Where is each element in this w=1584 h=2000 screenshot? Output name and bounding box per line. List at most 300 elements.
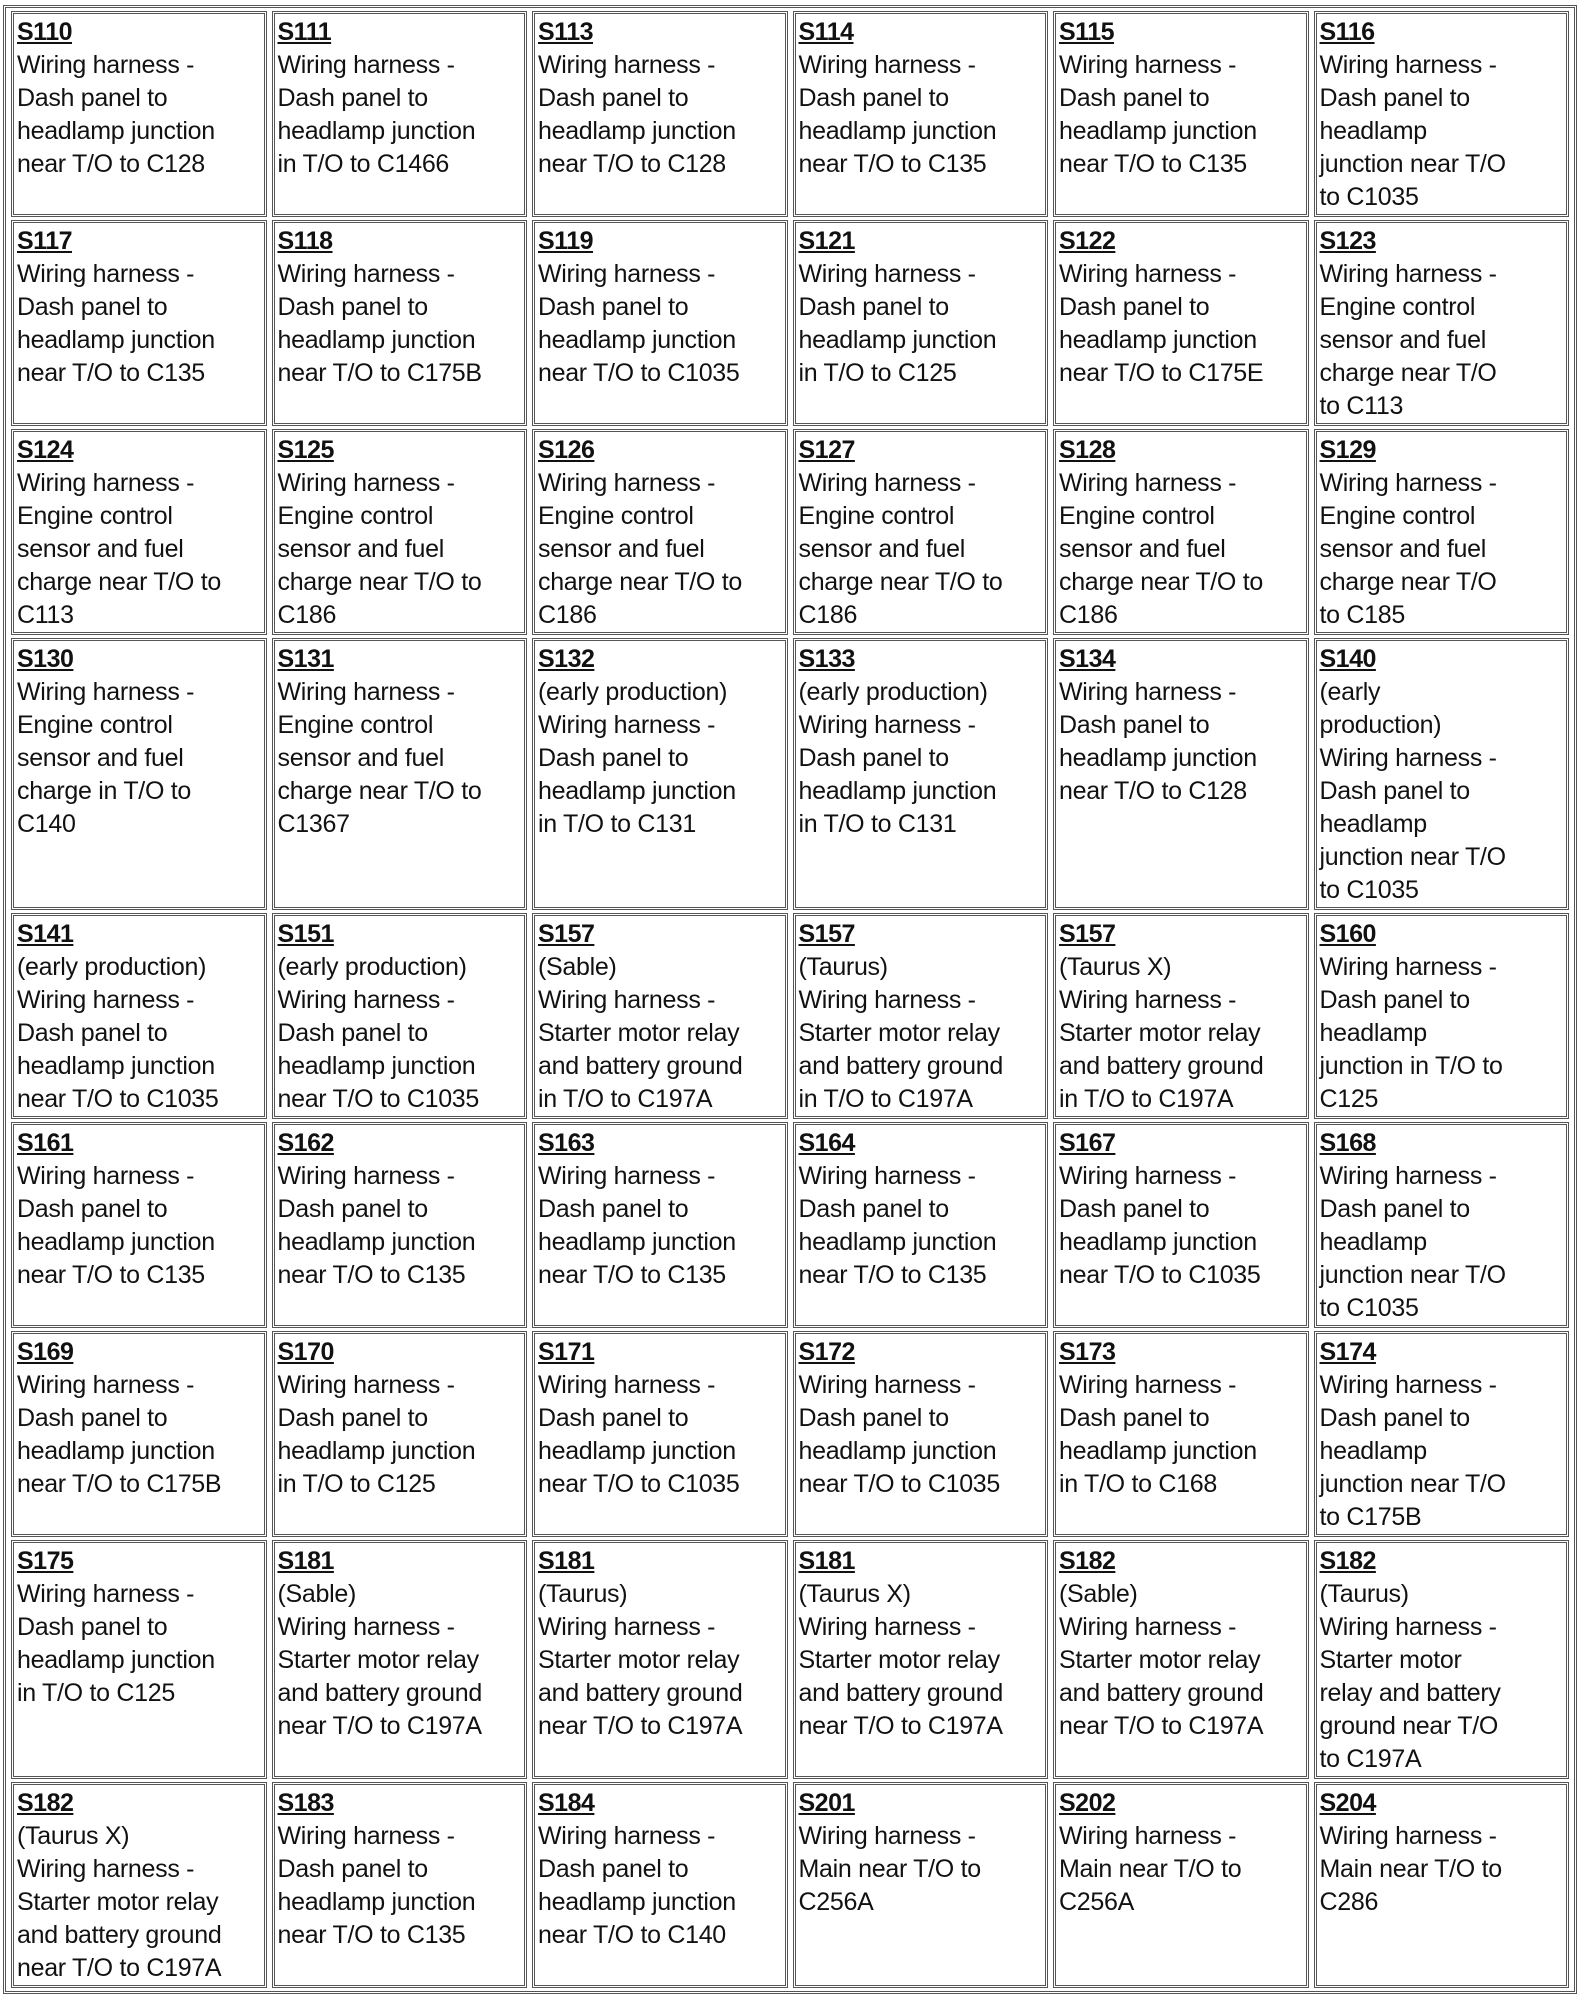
splice-description-line: Wiring harness - — [1319, 469, 1497, 497]
splice-description-line: to C113 — [1319, 392, 1404, 420]
splice-description-line: headlamp — [1319, 117, 1427, 145]
splice-code: S181 — [798, 1547, 855, 1575]
splice-description-line: and battery ground — [1059, 1052, 1264, 1080]
splice-description-line: (Taurus X) — [1059, 953, 1172, 981]
splice-description-line: Wiring harness - — [17, 1580, 195, 1608]
splice-cell — [272, 11, 528, 217]
splice-cell — [272, 220, 528, 426]
splice-description-line: near T/O to C135 — [17, 1261, 205, 1289]
splice-description-line: Dash panel to — [277, 84, 428, 112]
splice-description-line: near T/O to C175B — [17, 1470, 222, 1498]
splice-code: S124 — [17, 436, 74, 464]
splice-description-line: near T/O to C1035 — [1059, 1261, 1261, 1289]
splice-cell — [532, 11, 788, 217]
splice-code: S161 — [17, 1129, 74, 1157]
splice-cell — [1314, 1331, 1570, 1537]
splice-description-line: C1367 — [277, 810, 350, 838]
splice-description-line: Wiring harness - — [538, 1822, 716, 1850]
splice-code: S157 — [1059, 920, 1116, 948]
splice-description-line: Starter motor — [1319, 1646, 1462, 1674]
splice-code: S157 — [538, 920, 595, 948]
splice-description-line: Wiring harness - — [1319, 953, 1497, 981]
splice-description-line: (early production) — [538, 678, 728, 706]
splice-description-line: Dash panel to — [538, 1404, 689, 1432]
splice-description-line: production) — [1319, 711, 1442, 739]
splice-description-line: Dash panel to — [17, 1613, 168, 1641]
splice-cell — [793, 1540, 1049, 1779]
splice-code: S167 — [1059, 1129, 1116, 1157]
splice-code: S130 — [17, 645, 74, 673]
splice-cell — [11, 1540, 267, 1779]
splice-cell — [532, 1540, 788, 1779]
splice-description-line: headlamp — [1319, 1228, 1427, 1256]
splice-description-line: Dash panel to — [538, 293, 689, 321]
splice-description-line: Dash panel to — [1319, 986, 1470, 1014]
splice-description-line: Wiring harness - — [277, 678, 455, 706]
splice-description-line: sensor and fuel — [277, 535, 444, 563]
splice-description-line: headlamp — [1319, 1019, 1427, 1047]
splice-code: S129 — [1319, 436, 1376, 464]
splice-description-line: charge near T/O to — [277, 568, 482, 596]
splice-description-line: Main near T/O to — [1059, 1855, 1242, 1883]
table-row — [11, 1331, 1569, 1537]
splice-description-line: (Taurus X) — [798, 1580, 911, 1608]
splice-description-line: Wiring harness - — [1059, 469, 1237, 497]
splice-description-line: Starter motor relay — [798, 1019, 1000, 1047]
splice-description-line: headlamp junction — [538, 1437, 736, 1465]
splice-description-line: in T/O to C125 — [17, 1679, 175, 1707]
splice-description-line: Wiring harness - — [17, 51, 195, 79]
splice-cell — [272, 638, 528, 910]
splice-cell — [272, 1540, 528, 1779]
splice-description-line: headlamp junction — [1059, 1228, 1257, 1256]
splice-cell — [11, 913, 267, 1119]
splice-description-line: headlamp junction — [1059, 117, 1257, 145]
splice-code: S170 — [277, 1338, 334, 1366]
splice-description-line: Wiring harness - — [538, 1613, 716, 1641]
splice-description-line: junction near T/O — [1319, 1470, 1506, 1498]
splice-description-line: Starter motor relay — [538, 1019, 740, 1047]
splice-description-line: Dash panel to — [277, 1195, 428, 1223]
splice-description-line: Dash panel to — [1059, 711, 1210, 739]
splice-description-line: charge near T/O — [1319, 359, 1497, 387]
splice-description-line: Dash panel to — [798, 293, 949, 321]
splice-code: S134 — [1059, 645, 1116, 673]
splice-description-line: Wiring harness - — [1059, 51, 1237, 79]
splice-code: S127 — [798, 436, 855, 464]
splice-cell — [1314, 11, 1570, 217]
splice-description-line: charge near T/O — [1319, 568, 1497, 596]
splice-description-line: headlamp junction — [277, 326, 476, 354]
splice-code: S175 — [17, 1547, 74, 1575]
splice-description-line: Dash panel to — [798, 744, 949, 772]
splice-code: S163 — [538, 1129, 595, 1157]
splice-code: S164 — [798, 1129, 855, 1157]
splice-description-line: Wiring harness - — [277, 260, 455, 288]
splice-description-line: ground near T/O — [1319, 1712, 1498, 1740]
splice-description-line: headlamp — [1319, 810, 1427, 838]
splice-description-line: Dash panel to — [1319, 777, 1470, 805]
table-row — [11, 220, 1569, 426]
splice-description-line: Starter motor relay — [1059, 1019, 1261, 1047]
splice-code: S116 — [1319, 18, 1375, 46]
splice-description-line: near T/O to C1035 — [538, 1470, 740, 1498]
splice-description-line: Dash panel to — [798, 1195, 949, 1223]
splice-description-line: Wiring harness - — [277, 469, 455, 497]
splice-description-line: to C175B — [1319, 1503, 1422, 1531]
splice-description-line: sensor and fuel — [1319, 326, 1486, 354]
splice-description-line: to C185 — [1319, 601, 1405, 629]
table-row — [11, 11, 1569, 217]
splice-cell — [11, 1331, 267, 1537]
splice-cell — [793, 220, 1049, 426]
splice-description-line: to C197A — [1319, 1745, 1422, 1773]
splice-description-line: Wiring harness - — [17, 1855, 195, 1883]
splice-cell — [272, 429, 528, 635]
splice-description-line: in T/O to C125 — [277, 1470, 436, 1498]
splice-description-line: and battery ground — [538, 1679, 743, 1707]
splice-description-line: Dash panel to — [1059, 84, 1210, 112]
splice-code: S183 — [277, 1789, 334, 1817]
splice-code: S111 — [277, 18, 332, 46]
splice-description-line: Wiring harness - — [277, 986, 455, 1014]
splice-description-line: Wiring harness - — [1319, 51, 1497, 79]
splice-description-line: headlamp junction — [277, 1052, 476, 1080]
splice-description-line: junction near T/O — [1319, 150, 1506, 178]
splice-description-line: C125 — [1319, 1085, 1379, 1113]
splice-description-line: C186 — [538, 601, 597, 629]
splice-description-line: C256A — [1059, 1888, 1134, 1916]
splice-cell — [532, 1782, 788, 1988]
splice-cell — [1314, 1540, 1570, 1779]
splice-description-line: C140 — [17, 810, 76, 838]
splice-description-line: Starter motor relay — [277, 1646, 479, 1674]
splice-description-line: headlamp junction — [17, 326, 215, 354]
splice-description-line: headlamp junction — [277, 1888, 476, 1916]
splice-cell — [1053, 220, 1309, 426]
splice-description-line: C113 — [17, 601, 74, 629]
splice-description-line: (Sable) — [1059, 1580, 1138, 1608]
splice-description-line: Dash panel to — [538, 1195, 689, 1223]
splice-description-line: near T/O to C135 — [798, 1261, 987, 1289]
splice-description-line: Dash panel to — [538, 84, 689, 112]
splice-description-line: Starter motor relay — [798, 1646, 1000, 1674]
splice-description-line: Wiring harness - — [17, 469, 195, 497]
splice-code: S202 — [1059, 1789, 1116, 1817]
splice-description-line: headlamp junction — [17, 117, 215, 145]
splice-description-line: headlamp junction — [277, 1437, 476, 1465]
splice-description-line: Wiring harness - — [538, 469, 716, 497]
splice-description-line: and battery ground — [798, 1052, 1003, 1080]
splice-description-line: sensor and fuel — [277, 744, 444, 772]
splice-description-line: Wiring harness - — [1319, 260, 1497, 288]
splice-cell — [793, 429, 1049, 635]
splice-description-line: Dash panel to — [1319, 84, 1470, 112]
splice-code: S128 — [1059, 436, 1116, 464]
splice-cell — [793, 1782, 1049, 1988]
splice-description-line: (early production) — [277, 953, 467, 981]
splice-description-line: Dash panel to — [17, 293, 168, 321]
splice-cell — [11, 1122, 267, 1328]
splice-cell — [11, 429, 267, 635]
splice-cell — [1053, 638, 1309, 910]
splice-cell — [1053, 1331, 1309, 1537]
splice-description-line: Main near T/O to — [1319, 1855, 1502, 1883]
splice-description-line: headlamp junction — [538, 326, 736, 354]
splice-description-line: (early — [1319, 678, 1381, 706]
splice-cell — [1314, 913, 1570, 1119]
splice-code: S121 — [798, 227, 855, 255]
splice-cell — [532, 429, 788, 635]
splice-cell — [1314, 1122, 1570, 1328]
splice-code: S173 — [1059, 1338, 1116, 1366]
splice-code: S182 — [1059, 1547, 1116, 1575]
splice-description-line: headlamp junction — [798, 1437, 997, 1465]
splice-cell — [11, 1782, 267, 1988]
splice-description-line: Wiring harness - — [798, 1613, 976, 1641]
splice-description-line: in T/O to C197A — [1059, 1085, 1234, 1113]
splice-description-line: near T/O to C128 — [538, 150, 726, 178]
splice-description-line: Wiring harness - — [17, 1371, 195, 1399]
splice-description-line: Wiring harness - — [17, 260, 195, 288]
splice-description-line: headlamp junction — [798, 777, 997, 805]
splice-description-line: Dash panel to — [277, 293, 428, 321]
splice-code: S181 — [538, 1547, 595, 1575]
splice-cell — [1053, 1782, 1309, 1988]
splice-code: S132 — [538, 645, 595, 673]
splice-description-line: near T/O to C197A — [1059, 1712, 1264, 1740]
splice-code: S122 — [1059, 227, 1116, 255]
splice-code: S117 — [17, 227, 73, 255]
splice-description-line: charge near T/O to — [538, 568, 742, 596]
splice-description-line: (Taurus) — [1319, 1580, 1409, 1608]
splice-description-line: (Taurus) — [538, 1580, 628, 1608]
splice-code: S151 — [277, 920, 334, 948]
splice-description-line: Wiring harness - — [1319, 1162, 1497, 1190]
splice-description-line: Starter motor relay — [538, 1646, 740, 1674]
splice-description-line: Wiring harness - — [798, 260, 976, 288]
splice-description-line: Wiring harness - — [798, 1371, 976, 1399]
splice-description-line: (Taurus X) — [17, 1822, 130, 1850]
splice-cell — [532, 1331, 788, 1537]
splice-cell — [272, 1122, 528, 1328]
splice-description-line: headlamp junction — [538, 777, 736, 805]
splice-description-line: Wiring harness - — [1319, 1822, 1497, 1850]
splice-description-line: Dash panel to — [1059, 1404, 1210, 1432]
splice-cell — [1053, 1122, 1309, 1328]
splice-description-line: (early production) — [17, 953, 207, 981]
splice-description-line: headlamp junction — [277, 117, 476, 145]
splice-description-line: C256A — [798, 1888, 874, 1916]
splice-code: S113 — [538, 18, 594, 46]
splice-description-line: Dash panel to — [798, 84, 949, 112]
table-row — [11, 429, 1569, 635]
splice-description-line: Wiring harness - — [277, 1371, 455, 1399]
splice-code: S119 — [538, 227, 594, 255]
splice-description-line: headlamp junction — [798, 326, 997, 354]
splice-description-line: near T/O to C197A — [798, 1712, 1003, 1740]
splice-description-line: Dash panel to — [17, 1195, 168, 1223]
splice-code: S133 — [798, 645, 855, 673]
splice-description-line: charge near T/O to — [1059, 568, 1263, 596]
table-row — [11, 1782, 1569, 1988]
table-row — [11, 1122, 1569, 1328]
splice-code: S115 — [1059, 18, 1115, 46]
splice-cell — [1314, 1782, 1570, 1988]
splice-description-line: C186 — [277, 601, 337, 629]
splice-description-line: Dash panel to — [538, 1855, 689, 1883]
splice-description-line: and battery ground — [277, 1679, 482, 1707]
splice-description-line: Engine control — [1319, 502, 1476, 530]
splice-code: S169 — [17, 1338, 74, 1366]
splice-description-line: Wiring harness - — [1319, 1613, 1497, 1641]
splice-cell — [272, 1331, 528, 1537]
splice-description-line: headlamp junction — [1059, 744, 1257, 772]
splice-description-line: charge in T/O to — [17, 777, 191, 805]
splice-cell — [532, 1122, 788, 1328]
table-row — [11, 913, 1569, 1119]
splice-description-line: Wiring harness - — [277, 51, 455, 79]
splice-description-line: near T/O to C135 — [798, 150, 987, 178]
splice-description-line: headlamp — [1319, 1437, 1427, 1465]
splice-code: S174 — [1319, 1338, 1376, 1366]
splice-description-line: near T/O to C128 — [1059, 777, 1247, 805]
splice-code: S160 — [1319, 920, 1376, 948]
splice-description-line: in T/O to C197A — [798, 1085, 973, 1113]
splice-description-line: relay and battery — [1319, 1679, 1501, 1707]
splice-description-line: headlamp junction — [798, 1228, 997, 1256]
splice-description-line: sensor and fuel — [17, 744, 184, 772]
splice-cell — [793, 11, 1049, 217]
splice-description-line: Wiring harness - — [798, 986, 976, 1014]
splice-description-line: (Sable) — [277, 1580, 356, 1608]
splice-description-line: Starter motor relay — [17, 1888, 219, 1916]
splice-description-line: Wiring harness - — [1059, 678, 1237, 706]
splice-code: S181 — [277, 1547, 334, 1575]
splice-description-line: headlamp junction — [538, 1888, 736, 1916]
splice-description-line: Starter motor relay — [1059, 1646, 1261, 1674]
splice-description-line: in T/O to C1466 — [277, 150, 450, 178]
splice-description-line: Dash panel to — [17, 1404, 168, 1432]
splice-description-line: Engine control — [1059, 502, 1215, 530]
splice-description-line: headlamp junction — [277, 1228, 476, 1256]
splice-cell — [532, 220, 788, 426]
splice-description-line: Dash panel to — [1059, 1195, 1210, 1223]
splice-description-line: near T/O to C135 — [538, 1261, 726, 1289]
splice-code: S126 — [538, 436, 595, 464]
splice-description-line: Engine control — [798, 502, 955, 530]
splice-description-line: headlamp junction — [17, 1646, 215, 1674]
splice-description-line: Dash panel to — [1059, 293, 1210, 321]
splice-description-line: near T/O to C175E — [1059, 359, 1264, 387]
splice-description-line: Engine control — [1319, 293, 1476, 321]
splice-cell — [1053, 11, 1309, 217]
splice-description-line: (Taurus) — [798, 953, 888, 981]
splice-code: S140 — [1319, 645, 1376, 673]
splice-cell — [272, 1782, 528, 1988]
splice-description-line: Dash panel to — [1319, 1195, 1470, 1223]
splice-cell — [1314, 429, 1570, 635]
splice-cell — [532, 913, 788, 1119]
splice-description-line: to C1035 — [1319, 1294, 1419, 1322]
splice-description-line: Dash panel to — [1319, 1404, 1470, 1432]
splice-description-line: Wiring harness - — [538, 1371, 716, 1399]
splice-description-line: Dash panel to — [277, 1019, 428, 1047]
splice-description-line: C286 — [1319, 1888, 1379, 1916]
splice-cell — [793, 1122, 1049, 1328]
splice-description-line: Dash panel to — [277, 1404, 428, 1432]
splice-description-line: charge near T/O to — [17, 568, 221, 596]
splice-description-line: near T/O to C135 — [1059, 150, 1247, 178]
splice-description-line: headlamp junction — [538, 1228, 736, 1256]
splice-description-line: Engine control — [538, 502, 694, 530]
splice-description-line: Wiring harness - — [17, 678, 195, 706]
splice-description-line: junction near T/O — [1319, 843, 1506, 871]
splice-cell — [1053, 429, 1309, 635]
splice-description-line: Wiring harness - — [538, 986, 716, 1014]
splice-description-line: headlamp junction — [17, 1437, 215, 1465]
splice-description-line: headlamp junction — [1059, 326, 1257, 354]
splice-description-line: Wiring harness - — [1059, 1613, 1237, 1641]
splice-description-line: Wiring harness - — [538, 51, 716, 79]
splice-description-line: and battery ground — [1059, 1679, 1264, 1707]
splice-description-line: near T/O to C135 — [277, 1261, 466, 1289]
splice-description-line: headlamp junction — [17, 1052, 215, 1080]
splice-description-line: near T/O to C1035 — [17, 1085, 219, 1113]
splice-cell — [1053, 913, 1309, 1119]
splice-description-line: sensor and fuel — [17, 535, 184, 563]
splice-description-line: Dash panel to — [277, 1855, 428, 1883]
splice-description-line: Dash panel to — [17, 84, 168, 112]
splice-description-line: Wiring harness - — [277, 1822, 455, 1850]
splice-cell — [11, 638, 267, 910]
splice-cell — [532, 638, 788, 910]
splice-description-line: near T/O to C197A — [17, 1954, 222, 1982]
splice-description-line: near T/O to C175B — [277, 359, 482, 387]
splice-description-line: in T/O to C168 — [1059, 1470, 1217, 1498]
splice-code: S114 — [798, 18, 854, 46]
splice-description-line: Wiring harness - — [1059, 260, 1237, 288]
splice-description-line: near T/O to C140 — [538, 1921, 726, 1949]
splice-description-line: Main near T/O to — [798, 1855, 981, 1883]
splice-cell — [1053, 1540, 1309, 1779]
splice-description-line: Wiring harness - — [538, 260, 716, 288]
splice-description-line: sensor and fuel — [1319, 535, 1486, 563]
splice-description-line: in T/O to C197A — [538, 1085, 713, 1113]
splice-code: S204 — [1319, 1789, 1376, 1817]
splice-description-line: (Sable) — [538, 953, 617, 981]
splice-description-line: to C1035 — [1319, 876, 1419, 904]
splice-cell — [1314, 638, 1570, 910]
splice-description-line: Wiring harness - — [798, 1162, 976, 1190]
splice-description-line: Wiring harness - — [17, 986, 195, 1014]
splice-description-line: near T/O to C135 — [17, 359, 205, 387]
splice-code: S110 — [17, 18, 73, 46]
splice-description-line: near T/O to C128 — [17, 150, 205, 178]
splice-cell — [11, 220, 267, 426]
splice-cell — [1314, 220, 1570, 426]
splice-cell — [793, 913, 1049, 1119]
splice-description-line: Engine control — [277, 502, 434, 530]
splice-table — [3, 5, 1577, 1994]
splice-description-line: headlamp junction — [798, 117, 997, 145]
splice-code: S182 — [17, 1789, 74, 1817]
splice-code: S131 — [277, 645, 334, 673]
splice-description-line: Wiring harness - — [1319, 1371, 1497, 1399]
splice-description-line: Dash panel to — [17, 1019, 168, 1047]
splice-description-line: in T/O to C131 — [798, 810, 957, 838]
splice-code: S171 — [538, 1338, 595, 1366]
